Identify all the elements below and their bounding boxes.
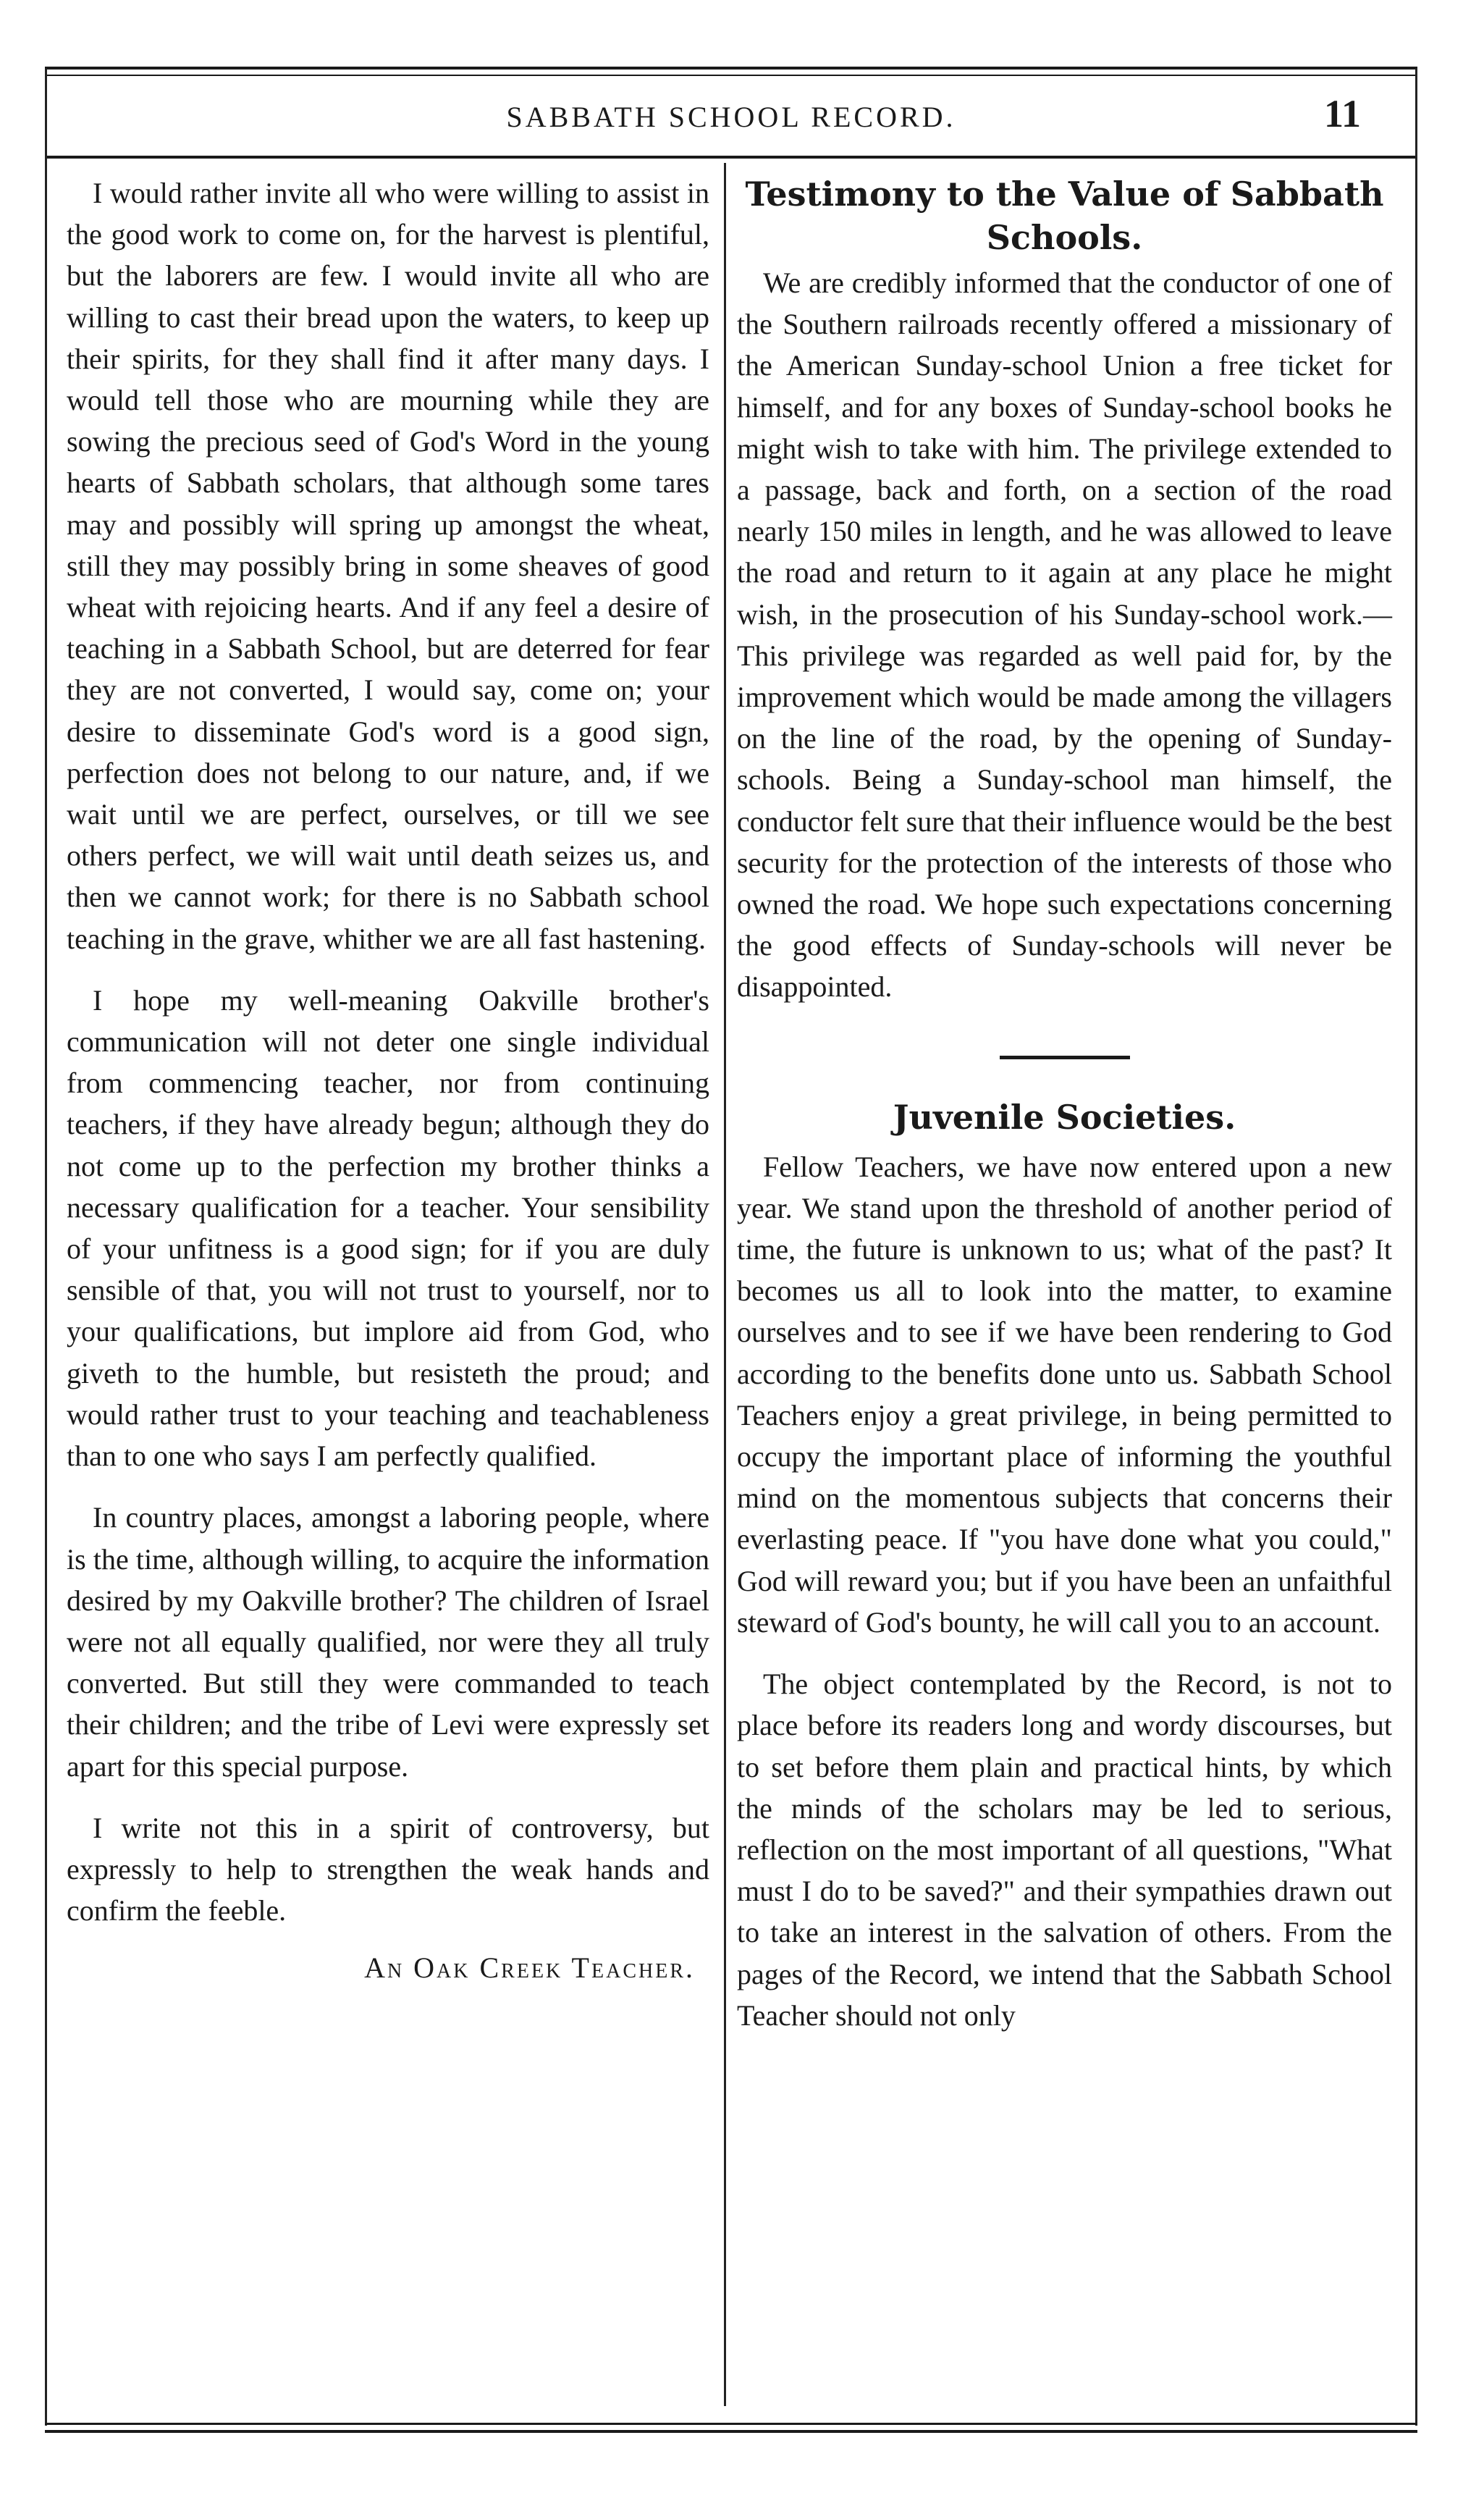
right-column <box>737 172 1392 2036</box>
article-title-juvenile: Juvenile Societies. <box>893 1097 1236 1137</box>
bottom-border-rule <box>45 2430 1417 2433</box>
letter-paragraph: I would rather invite all who were willing to assist in the good work to come on, for the harvest is plentiful, but the laborers are few. I would invite all who are willing to cast their bread upon the waters, to keep up their spirits, for they shall find it after many days. I would tell those who are mourning while they are sowing the precious seed of God's Word in the young hearts of Sabbath scholars, that although some tares may and possibly will spring up amongst the wheat, still they may possibly bring in some sheaves of good wheat with rejoicing hearts. And if any feel a desire of teaching in a Sabbath School, but are deterred for fear they are not converted, I would say, come on; your desire to disseminate God's word is a good sign, perfection does not belong to our nature, and, if we wait until we are perfect, ourselves, or till we see others perfect, we will wait until death seizes us, and then we cannot work; for there is no Sabbath school teaching in the grave, whither we are all fast hastening. <box>67 177 709 955</box>
section-divider-rule <box>1000 1056 1130 1059</box>
running-title: SABBATH SCHOOL RECORD. <box>506 101 956 133</box>
letter-paragraph: In country places, amongst a laboring people, where is the time, although willing, to acquire the information desired by my Oakville brother? The children of Israel were not all equally qualified, nor were they all truly converted. But still they were commanded to teach their children; and the tribe of Levi were expressly set apart for this special purpose. <box>67 1501 709 1783</box>
left-column <box>67 172 709 1989</box>
bottom-rule <box>45 2423 1417 2425</box>
article-body-testimony: We are credibly informed that the conductor of one of the Southern railroads recently offered a missionary of the American Sunday-school Union a free ticket for himself, and for any boxes of Sunday-school books he might wish to take with him. The privilege extended to a passage, back and forth, on a section of the road nearly 150 miles in length, and he was allowed to leave the road and return to it again at any place he might wish, in the prosecution of his Sunday-school work.—This privilege was regarded as well paid for, by the improvement which would be made among the villagers on the line of the road, by the opening of Sunday-schools. Being a Sunday-school man himself, the conductor felt sure that their influence would be the best security for the protection of the interests of those who owned the road. We hope such expectations concerning the good effects of Sunday-schools will never be disappointed. <box>737 266 1392 1004</box>
letter-paragraph: I hope my well-meaning Oakville brother's communication will not deter one single individual from commencing teacher, nor from continuing teachers, if they have already begun; although they do not come up to the perfection my brother thinks a necessary qualification for a teacher. Your sensibility of your unfitness is a good sign; for if you are duly sensible of that, you will not trust to yourself, nor to your qualifications, but implore aid from God, who giveth to the humble, but resisteth the proud; and would rather trust to your teaching and teachableness than to one who says I am perfectly qualified. <box>67 983 709 1473</box>
article-paragraph-juvenile: The object contemplated by the Record, is not to place before its readers long and wordy discourses, but to set before them plain and practical hints, by which the minds of the scholars may be led to serious, reflection on the most important of all questions, "What must I do to be saved?" and their sympathies drawn out to take an interest in the salvation of others. From the pages of the Record, we intend that the Sabbath School Teacher should not only <box>737 1668 1392 2032</box>
column-divider <box>724 163 726 2406</box>
letter-signature: An Oak Creek Teacher. <box>364 1951 695 1985</box>
letter-paragraph: I write not this in a spirit of controversy, but expressly to help to strengthen the weak hands and confirm the feeble. <box>67 1811 709 1927</box>
page-number: 11 <box>1323 92 1361 135</box>
article-paragraph-juvenile: Fellow Teachers, we have now entered upon a new year. We stand upon the threshold of another period of time, the future is unknown to us; what of the past? It becomes us all to look into the matter, to examine ourselves and to see if we have been rendering to God according to the benefits done unto us. Sabbath School Teachers enjoy a great privilege, in being permitted to occupy the important place of informing the youthful mind on the momentous subjects that concerns their everlasting peace. If "you have done what you could," God will reward you; but if you have been an unfaithful steward of God's bounty, he will call you to an account. <box>737 1150 1392 1639</box>
article-title-testimony: Testimony to the Value of Sabbath Schools. <box>745 175 1384 257</box>
